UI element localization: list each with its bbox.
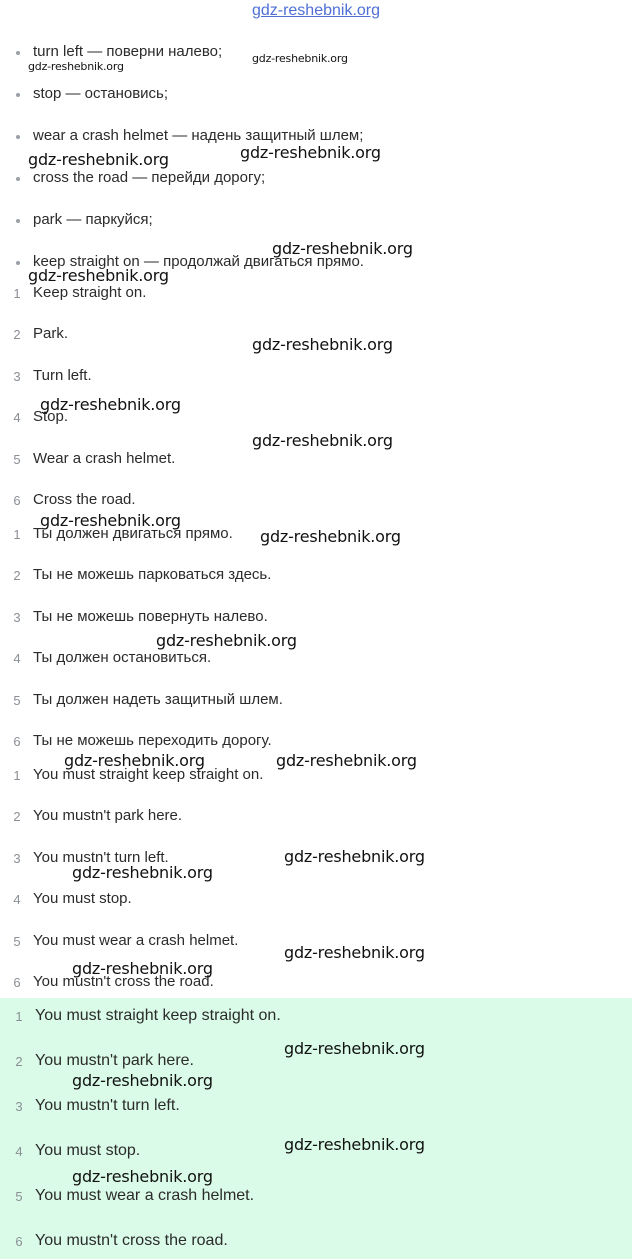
item-number: 3 <box>13 610 21 625</box>
bullet-icon <box>16 51 20 55</box>
item-number: 2 <box>13 568 21 583</box>
item-number: 4 <box>13 651 21 666</box>
watermark: gdz-reshebnik.org <box>156 631 297 650</box>
bullet-icon <box>16 135 20 139</box>
item-number: 6 <box>13 975 21 990</box>
item-text: Ты не можешь парковаться здесь. <box>33 566 272 583</box>
item-text: Keep straight on. <box>33 284 147 301</box>
bullet-icon <box>16 261 20 265</box>
vocab-text: wear a crash helmet — надень защитный шлем; <box>33 127 364 144</box>
item-number: 6 <box>15 1234 23 1249</box>
item-number: 1 <box>15 1009 23 1024</box>
watermark: gdz-reshebnik.org <box>72 1167 213 1186</box>
vocab-text: park — паркуйся; <box>33 211 153 228</box>
item-text: Turn left. <box>33 367 92 384</box>
watermark: gdz-reshebnik.org <box>284 847 425 866</box>
watermark: gdz-reshebnik.org <box>40 395 181 414</box>
watermark: gdz-reshebnik.org <box>72 1071 213 1090</box>
watermark: gdz-reshebnik.org <box>28 266 169 285</box>
item-text: Ты не можешь повернуть налево. <box>33 608 268 625</box>
item-number: 6 <box>13 493 21 508</box>
item-number: 6 <box>13 734 21 749</box>
item-number: 5 <box>15 1189 23 1204</box>
vocab-text: cross the road — перейди дорогу; <box>33 169 266 186</box>
watermark: gdz-reshebnik.org <box>40 511 181 530</box>
vocab-text: turn left — поверни налево; <box>33 43 223 60</box>
item-text: You must wear a crash helmet. <box>35 1187 255 1204</box>
watermark: gdz-reshebnik.org <box>64 751 205 770</box>
item-text: You mustn't turn left. <box>33 849 169 866</box>
item-number: 2 <box>13 327 21 342</box>
item-text: You must stop. <box>35 1142 141 1159</box>
bullet-icon <box>16 219 20 223</box>
item-number: 5 <box>13 934 21 949</box>
bullet-icon <box>16 93 20 97</box>
item-text: You must wear a crash helmet. <box>33 932 239 949</box>
watermark: gdz-reshebnik.org <box>72 863 213 882</box>
item-number: 4 <box>13 410 21 425</box>
item-text: You must stop. <box>33 890 132 907</box>
item-number: 3 <box>13 369 21 384</box>
item-text: Ты не можешь переходить дорогу. <box>33 732 272 749</box>
vocab-text: stop — остановись; <box>33 85 169 102</box>
item-number: 3 <box>13 851 21 866</box>
item-text: Stop. <box>33 408 69 425</box>
watermark: gdz-reshebnik.org <box>260 527 401 546</box>
item-number: 4 <box>15 1144 23 1159</box>
watermark: gdz-reshebnik.org <box>240 143 381 162</box>
watermark: gdz-reshebnik.org <box>252 431 393 450</box>
watermark: gdz-reshebnik.org <box>28 60 124 73</box>
item-number: 5 <box>13 693 21 708</box>
watermark: gdz-reshebnik.org <box>284 943 425 962</box>
item-text: You mustn't cross the road. <box>35 1232 228 1249</box>
item-text: You must straight keep straight on. <box>35 1007 281 1024</box>
item-number: 2 <box>15 1054 23 1069</box>
watermark: gdz-reshebnik.org <box>284 1135 425 1154</box>
item-text: Ты должен надеть защитный шлем. <box>33 691 283 708</box>
item-text: You mustn't park here. <box>33 807 183 824</box>
item-text: You mustn't turn left. <box>35 1097 180 1114</box>
item-text: Cross the road. <box>33 491 136 508</box>
item-number: 3 <box>15 1099 23 1114</box>
watermark: gdz-reshebnik.org <box>28 150 169 169</box>
item-number: 5 <box>13 452 21 467</box>
watermark: gdz-reshebnik.org <box>272 239 413 258</box>
bullet-icon <box>16 177 20 181</box>
item-text: Park. <box>33 325 69 342</box>
item-number: 1 <box>13 527 21 542</box>
site-link[interactable]: gdz-reshebnik.org <box>251 2 381 19</box>
answer-block <box>0 998 632 1259</box>
watermark: gdz-reshebnik.org <box>72 959 213 978</box>
watermark: gdz-reshebnik.org <box>276 751 417 770</box>
item-text: Ты должен двигаться прямо. <box>33 525 233 542</box>
watermark: gdz-reshebnik.org <box>252 52 348 65</box>
vocab-text: keep straight on — продолжай двигаться прямо. <box>33 253 364 270</box>
watermark: gdz-reshebnik.org <box>284 1039 425 1058</box>
item-text: You must straight keep straight on. <box>33 766 264 783</box>
item-text: Ты должен остановиться. <box>33 649 212 666</box>
item-number: 2 <box>13 809 21 824</box>
watermark: gdz-reshebnik.org <box>252 335 393 354</box>
item-text: You mustn't park here. <box>35 1052 194 1069</box>
item-number: 1 <box>13 286 21 301</box>
item-text: Wear a crash helmet. <box>33 450 176 467</box>
item-number: 1 <box>13 768 21 783</box>
item-number: 4 <box>13 892 21 907</box>
item-text: You mustn't cross the road. <box>33 973 214 990</box>
